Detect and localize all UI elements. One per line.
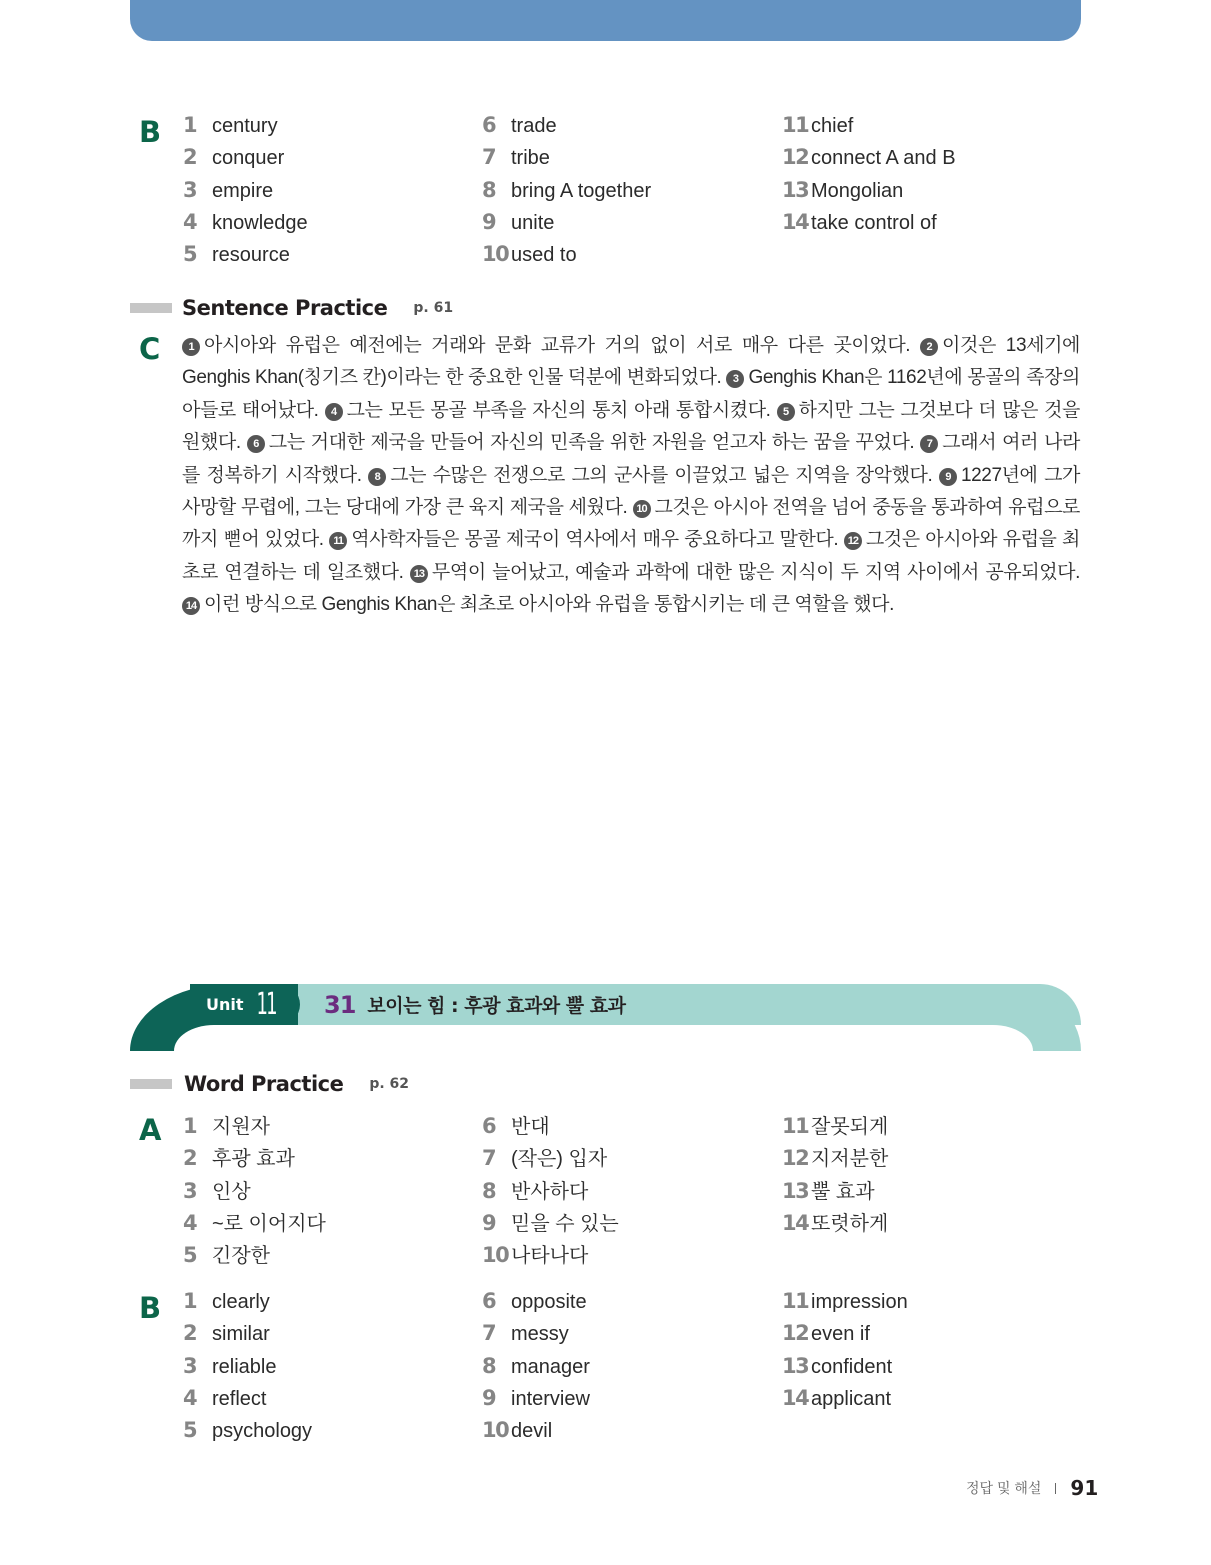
item-number: 6 <box>482 1114 496 1138</box>
item-answer: 반대 <box>511 1116 550 1138</box>
item-number: 3 <box>183 1353 197 1378</box>
top-banner <box>130 0 1081 41</box>
item-answer: confident <box>811 1355 893 1378</box>
item-number: 3 <box>183 1178 197 1203</box>
sentence-number-badge: 11 <box>329 532 347 550</box>
word-item <box>482 1175 619 1207</box>
item-answer: manager <box>511 1355 590 1378</box>
sentence-text: 그것은 아시아 전역을 넘어 중동을 통과하여 유럽으로까지 뻗어 있었다. <box>182 497 1081 551</box>
word-item <box>782 1175 888 1207</box>
word-item <box>482 242 651 274</box>
word-item <box>183 1418 312 1450</box>
section-page-ref: p. 61 <box>413 300 454 316</box>
word-column <box>183 113 308 274</box>
sentence-number-badge: 3 <box>726 370 744 388</box>
item-answer: ~로 이어지다 <box>212 1212 326 1235</box>
sentence-text: 역사학자들은 몽골 제국이 역사에서 매우 중요하다고 말한다. <box>351 529 839 551</box>
item-answer: messy <box>511 1323 569 1346</box>
item-answer: interview <box>511 1387 590 1410</box>
item-number: 13 <box>782 177 809 202</box>
item-answer: 반사하다 <box>511 1180 589 1203</box>
item-number: 12 <box>782 145 809 170</box>
word-column <box>782 113 956 242</box>
item-answer: 지원자 <box>212 1116 270 1138</box>
word-practice-header <box>130 1072 409 1096</box>
page-number: 91 <box>1070 1476 1099 1500</box>
item-number: 5 <box>183 1418 197 1443</box>
word-item <box>183 178 308 210</box>
item-answer: 지저분한 <box>811 1148 889 1171</box>
item-answer: opposite <box>511 1291 587 1313</box>
unit-number: 11 <box>255 987 276 1022</box>
section-bar <box>130 1079 172 1089</box>
item-number: 4 <box>183 1385 197 1410</box>
item-number: 14 <box>782 209 809 234</box>
unit-word: Unit <box>206 995 244 1014</box>
item-number: 7 <box>482 1321 496 1346</box>
word-item <box>183 1207 326 1239</box>
item-answer: 믿을 수 있는 <box>511 1212 619 1235</box>
word-item <box>782 1289 908 1321</box>
word-item <box>782 145 956 177</box>
item-number: 8 <box>482 1178 496 1203</box>
unit-banner <box>130 984 1081 1051</box>
sentence-text: 이것은 13세기에 Genghis Khan(칭기즈 칸)이라는 한 중요한 인물 덕분에 변화되었다. <box>182 335 1080 389</box>
sentence-text: 그래서 여러 나라를 정복하기 시작했다. <box>182 432 1080 486</box>
item-answer: 인상 <box>212 1180 251 1203</box>
item-answer: 뿔 효과 <box>811 1180 875 1203</box>
word-item <box>482 1207 619 1239</box>
word-column <box>183 1289 312 1450</box>
sentence-text: 아시아와 유럽은 예전에는 거래와 문화 교류가 거의 없이 서로 매우 다른 곳이었다. <box>204 335 911 356</box>
word-item <box>482 1289 590 1321</box>
item-answer: tribe <box>511 147 550 170</box>
section-letter-b: B <box>139 1291 162 1325</box>
item-number: 7 <box>482 1146 496 1171</box>
item-number: 14 <box>782 1385 809 1410</box>
lesson-title-text: 보이는 힘 : 후광 효과와 뿔 효과 <box>367 995 626 1017</box>
item-answer: conquer <box>212 147 285 170</box>
item-answer: resource <box>212 244 290 267</box>
word-item <box>183 1289 312 1321</box>
sentence-number-badge: 12 <box>844 532 862 550</box>
item-answer: clearly <box>212 1291 270 1313</box>
sentence-number-badge: 4 <box>325 403 343 421</box>
item-answer: trade <box>511 115 557 137</box>
word-item <box>183 1239 326 1271</box>
item-answer: (작은) 입자 <box>511 1148 608 1171</box>
word-item <box>183 145 308 177</box>
item-number: 4 <box>183 1210 197 1235</box>
word-item <box>782 1354 908 1386</box>
sentence-number-badge: 5 <box>777 403 795 421</box>
item-answer: bring A together <box>511 179 652 202</box>
item-answer: reliable <box>212 1355 277 1378</box>
item-number: 11 <box>782 113 809 137</box>
item-number: 10 <box>482 1418 509 1443</box>
item-answer: devil <box>511 1420 553 1443</box>
word-item <box>482 1321 590 1353</box>
lesson-number: 31 <box>324 990 356 1019</box>
word-item <box>183 1386 312 1418</box>
item-number: 13 <box>782 1353 809 1378</box>
item-number: 8 <box>482 177 496 202</box>
word-item <box>482 1142 619 1174</box>
word-item <box>183 1142 326 1174</box>
word-item <box>782 1142 888 1174</box>
word-item <box>183 210 308 242</box>
sentence-text: 그는 거대한 제국을 만들어 자신의 민족을 위한 자원을 얻고자 하는 꿈을 꾸었다. <box>268 432 915 454</box>
word-column <box>482 1289 590 1450</box>
word-item <box>782 1207 888 1239</box>
sentence-number-badge: 7 <box>920 435 938 453</box>
word-item <box>183 1110 326 1142</box>
section-title: Word Practice <box>184 1072 344 1096</box>
item-number: 8 <box>482 1353 496 1378</box>
word-item <box>482 178 651 210</box>
sentence-practice-answers <box>182 330 1080 622</box>
word-item <box>183 113 308 145</box>
word-item <box>183 1175 326 1207</box>
word-item <box>482 145 651 177</box>
item-number: 5 <box>183 1243 197 1268</box>
sentence-number-badge: 1 <box>182 338 200 356</box>
sentence-number-badge: 9 <box>939 468 957 486</box>
item-number: 2 <box>183 1146 197 1171</box>
word-column <box>782 1110 888 1239</box>
item-answer: impression <box>811 1291 908 1313</box>
sentence-text: 그는 수많은 전쟁으로 그의 군사를 이끌었고 넓은 지역을 장악했다. <box>390 464 933 486</box>
item-number: 12 <box>782 1146 809 1171</box>
word-item <box>183 242 308 274</box>
item-number: 1 <box>183 1289 197 1313</box>
item-number: 14 <box>782 1210 809 1235</box>
section-page-ref: p. 62 <box>369 1076 410 1092</box>
item-number: 6 <box>482 1289 496 1313</box>
sentence-text: 그는 모든 몽골 부족을 자신의 통치 아래 통합시켰다. <box>346 399 771 421</box>
word-item <box>183 1354 312 1386</box>
sentence-text: 하지만 그는 그것보다 더 많은 것을 원했다. <box>182 399 1080 454</box>
item-answer: reflect <box>212 1387 267 1410</box>
word-item <box>782 1386 908 1418</box>
item-number: 5 <box>183 242 197 267</box>
item-number: 9 <box>482 209 496 234</box>
item-answer: 잘못되게 <box>811 1116 889 1138</box>
item-answer: empire <box>212 179 274 202</box>
item-answer: similar <box>212 1323 270 1346</box>
item-number: 3 <box>183 177 197 202</box>
sentence-text: 이런 방식으로 Genghis Khan은 최초로 아시아와 유럽을 통합시키는 데 큰 역할을 했다. <box>204 594 894 616</box>
item-number: 2 <box>183 145 197 170</box>
section-title: Sentence Practice <box>182 296 388 320</box>
item-number: 11 <box>782 1289 809 1313</box>
unit-tab-cutout <box>174 1025 304 1051</box>
word-item <box>482 1386 590 1418</box>
item-answer: 후광 효과 <box>212 1148 295 1171</box>
item-answer: connect A and B <box>811 147 956 170</box>
word-column <box>482 113 651 274</box>
item-answer: 또렷하게 <box>811 1212 889 1235</box>
item-number: 7 <box>482 145 496 170</box>
word-item <box>482 210 651 242</box>
item-answer: knowledge <box>212 211 308 234</box>
sentence-text: 그것은 아시아와 유럽을 최초로 연결하는 데 일조했다. <box>182 529 1080 583</box>
item-number: 9 <box>482 1210 496 1235</box>
word-item <box>482 1239 619 1271</box>
item-number: 10 <box>482 242 509 267</box>
item-answer: even if <box>811 1323 870 1346</box>
word-item <box>782 113 956 145</box>
section-letter-c: C <box>139 332 161 366</box>
word-item <box>183 1321 312 1353</box>
section-letter-b-prev: B <box>139 115 162 149</box>
page-footer <box>966 1476 1098 1500</box>
item-number: 2 <box>183 1321 197 1346</box>
item-number: 1 <box>183 113 197 137</box>
sentence-text: 1227년에 그가 사망할 무렵에, 그는 당대에 가장 큰 육지 제국을 세웠다. <box>182 464 1080 519</box>
word-item <box>782 178 956 210</box>
item-answer: used to <box>511 244 577 267</box>
item-number: 9 <box>482 1385 496 1410</box>
unit-label <box>206 984 282 1025</box>
item-answer: psychology <box>212 1420 313 1443</box>
item-answer: applicant <box>811 1387 892 1410</box>
item-number: 12 <box>782 1321 809 1346</box>
word-item <box>782 1321 908 1353</box>
word-column <box>482 1110 619 1271</box>
item-answer: take control of <box>811 211 937 234</box>
sentence-text: 무역이 늘어났고, 예술과 과학에 대한 많은 지식이 두 지역 사이에서 공유되었다. <box>431 561 1080 583</box>
sentence-number-badge: 14 <box>182 597 200 615</box>
sentence-number-badge: 6 <box>247 435 265 453</box>
item-number: 11 <box>782 1114 809 1138</box>
item-answer: unite <box>511 211 555 234</box>
item-number: 10 <box>482 1243 509 1268</box>
sentence-number-badge: 8 <box>368 468 386 486</box>
word-item <box>482 1354 590 1386</box>
item-answer: century <box>212 115 278 137</box>
footer-divider <box>1055 1483 1056 1494</box>
word-item <box>782 210 956 242</box>
word-column <box>782 1289 908 1418</box>
item-number: 6 <box>482 113 496 137</box>
sentence-text: Genghis Khan은 1162년에 몽골의 족장의 아들로 태어났다. <box>182 367 1080 421</box>
sentence-practice-header <box>130 296 453 320</box>
word-column <box>183 1110 326 1271</box>
sentence-number-badge: 13 <box>410 565 428 583</box>
word-item <box>482 113 651 145</box>
item-answer: Mongolian <box>811 179 904 202</box>
word-item <box>782 1110 888 1142</box>
section-letter-a: A <box>139 1113 162 1147</box>
word-item <box>482 1418 590 1450</box>
item-answer: 나타나다 <box>511 1245 589 1268</box>
item-answer: 긴장한 <box>212 1245 270 1268</box>
footer-label: 정답 및 해설 <box>966 1480 1042 1496</box>
item-number: 1 <box>183 1114 197 1138</box>
word-item <box>482 1110 619 1142</box>
sentence-number-badge: 2 <box>920 338 938 356</box>
item-number: 13 <box>782 1178 809 1203</box>
sentence-number-badge: 10 <box>633 500 651 518</box>
section-bar <box>130 303 172 313</box>
item-number: 4 <box>183 209 197 234</box>
item-answer: chief <box>811 115 854 137</box>
lesson-title <box>324 984 625 1025</box>
